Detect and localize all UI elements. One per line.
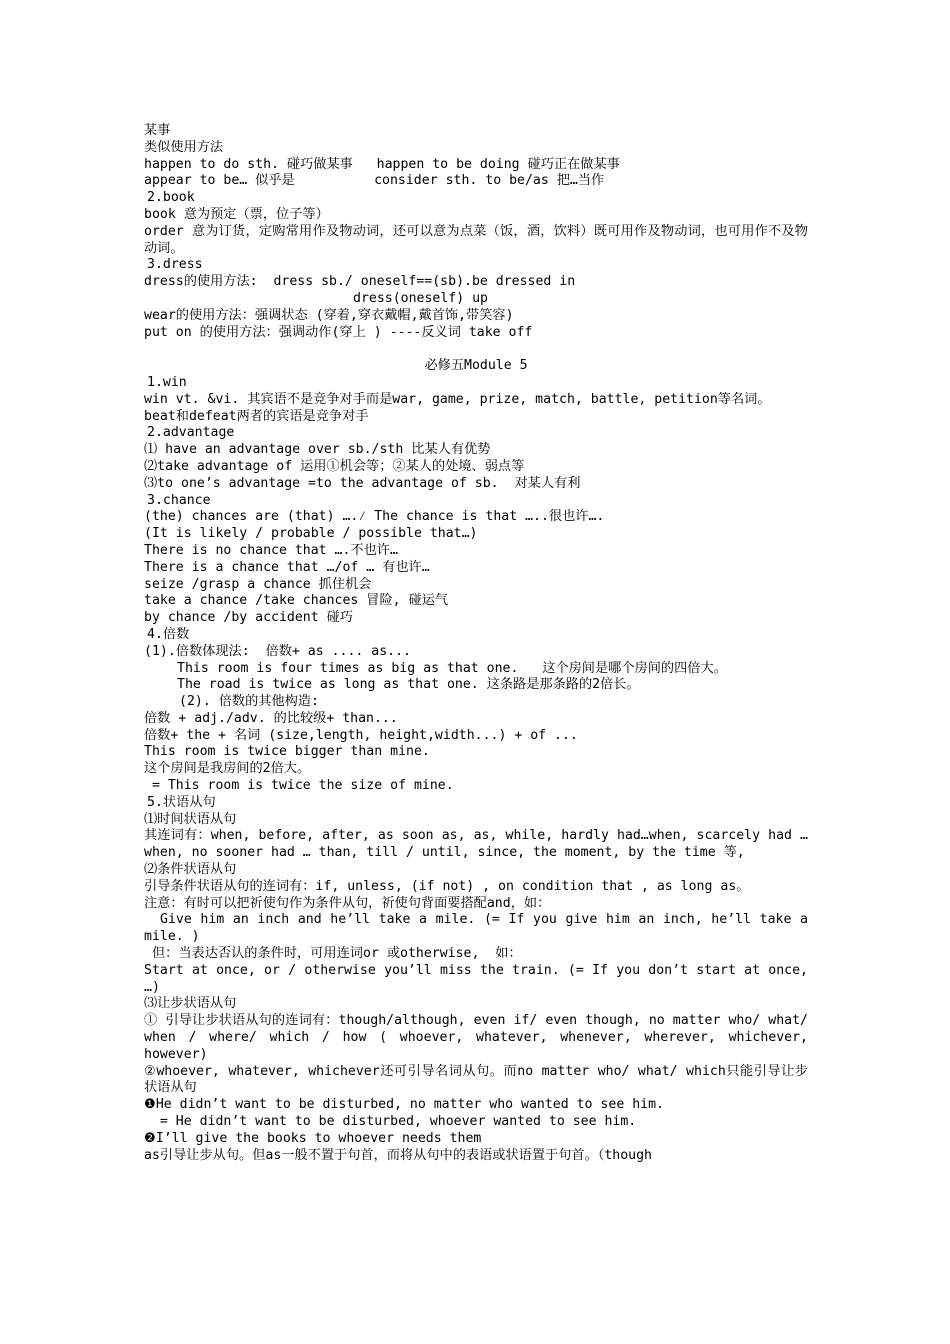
text-line: seize /grasp a chance 抓住机会 bbox=[144, 576, 372, 592]
section-heading-adverbial: 5.状语从句 bbox=[147, 794, 216, 810]
text-line: There is no chance that ….不也许… bbox=[144, 542, 398, 558]
text-line: by chance /by accident 碰巧 bbox=[144, 610, 353, 626]
example-paragraph: Give him an inch and he’ll take a mile. (= If you give him an inch, he’ll take a mile. ) bbox=[144, 912, 808, 945]
example-line: = He didn’t want to be disturbed, whoever wanted to see him. bbox=[144, 1114, 637, 1130]
text-line: (the) chances are (that) ….⁄ The chance is that …..很也许…. bbox=[144, 509, 605, 525]
document-body bbox=[144, 123, 808, 1164]
text-line: 类似使用方法 bbox=[144, 139, 224, 155]
text-line: 这个房间是我房间的2倍大。 bbox=[144, 761, 311, 777]
text-line: put on 的使用方法：强调动作(穿上 ) ----反义词 take off bbox=[144, 324, 533, 340]
text-line: ⑴ have an advantage over sb./sth 比某人有优势 bbox=[144, 442, 491, 458]
subsection-heading: ⑶让步状语从句 bbox=[144, 996, 237, 1012]
example-line: This room is four times as big as that one. 这个房间是哪个房间的四倍大。 bbox=[177, 660, 727, 676]
text-paragraph: 其连词有：when, before, after, as soon as, as, while, hardly had…when, scarcely had …when, no sooner had … than, till / until, since, the moment, by the time 等, bbox=[144, 828, 808, 861]
example-line: The road is twice as long as that one. 这条路是那条路的2倍长。 bbox=[177, 677, 640, 693]
spacer bbox=[144, 341, 808, 358]
text-paragraph: ① 引导让步状语从句的连词有：though/although, even if/ even though, no matter who/ what/ when / where/ which / how ( whoever, whatever, whenever, wherever, whichever, however) bbox=[144, 1013, 808, 1062]
module-title: 必修五Module 5 bbox=[424, 358, 528, 374]
section-heading-win: 1.win bbox=[147, 374, 187, 390]
text-line: book 意为预定（票，位子等） bbox=[144, 206, 329, 222]
example-paragraph: Start at once, or / otherwise you’ll miss the train. (= If you don’t start at once, …) bbox=[144, 962, 808, 995]
text-line: 但：当表达否认的条件时，可用连词or 或otherwise, 如： bbox=[152, 946, 522, 962]
text-paragraph: win vt. &vi. 其宾语不是竞争对手而是war, game, prize, match, battle, petition等名词。 bbox=[144, 391, 771, 407]
section-heading-chance: 3.chance bbox=[147, 492, 211, 508]
text-line: wear的使用方法：强调状态 (穿着,穿衣戴帽,戴首饰,带笑容) bbox=[144, 307, 514, 323]
example-line: ❷I’ll give the books to whoever needs them bbox=[144, 1130, 482, 1146]
text-line: (It is likely / probable / possible that…) bbox=[144, 526, 478, 542]
text-line: dress(oneself) up bbox=[353, 290, 488, 306]
text-line: (2). 倍数的其他构造: bbox=[179, 694, 319, 710]
text-line: take a chance /take chances 冒险, 碰运气 bbox=[144, 593, 449, 609]
section-heading-times: 4.倍数 bbox=[147, 626, 190, 642]
text-line: ⑶to one’s advantage =to the advantage of sb. 对某人有利 bbox=[144, 475, 581, 491]
subsection-heading: ⑴时间状语从句 bbox=[144, 811, 237, 827]
text-line: 注意：有时可以把祈使句作为条件从句，祈使句背面要搭配and，如： bbox=[144, 895, 551, 911]
subsection-heading: ⑵条件状语从句 bbox=[144, 862, 237, 878]
text-paragraph: order 意为订货，定购常用作及物动词，还可以意为点菜（饭，酒，饮料）既可用作及物动词，也可用作不及物动词。 bbox=[144, 223, 808, 256]
text-line: ⑵take advantage of 运用①机会等；②某人的处境、弱点等 bbox=[144, 458, 525, 474]
section-heading-dress: 3.dress bbox=[147, 257, 203, 273]
text-line: as引导让步从句。但as一般不置于句首，而将从句中的表语或状语置于句首。（though bbox=[144, 1147, 652, 1163]
text-line: 某事 bbox=[144, 123, 171, 138]
section-heading-advantage: 2.advantage bbox=[147, 425, 235, 441]
text-line: 倍数+ the + 名词 (size,length, height,width...) + of ... bbox=[144, 727, 578, 743]
example-line: = This room is twice the size of mine. bbox=[144, 778, 454, 794]
section-heading-book: 2.book bbox=[147, 190, 195, 206]
text-line: 倍数 + adj./adv. 的比较级+ than... bbox=[144, 710, 398, 726]
text-line: happen to do sth. 碰巧做某事 happen to be doing 碰巧正在做某事 bbox=[144, 156, 620, 172]
example-line: ❶He didn’t want to be disturbed, no matter who wanted to see him. bbox=[144, 1097, 664, 1113]
text-paragraph: 引导条件状语从句的连词有：if, unless, (if not) , on condition that , as long as。 bbox=[144, 878, 750, 894]
text-line: appear to be… 似乎是 consider sth. to be/as 把…当作 bbox=[144, 173, 605, 189]
text-line: beat和defeat两者的宾语是竞争对手 bbox=[144, 408, 369, 424]
text-line: There is a chance that …/of … 有也许… bbox=[144, 559, 430, 575]
example-line: This room is twice bigger than mine. bbox=[144, 744, 430, 760]
text-paragraph: ②whoever, whatever, whichever还可引导名词从句。而no matter who/ what/ which只能引导让步状语从句 bbox=[144, 1063, 808, 1096]
text-line: dress的使用方法: dress sb./ oneself==(sb).be dressed in bbox=[144, 274, 576, 290]
text-line: (1).倍数体现法: 倍数+ as .... as... bbox=[144, 643, 411, 659]
